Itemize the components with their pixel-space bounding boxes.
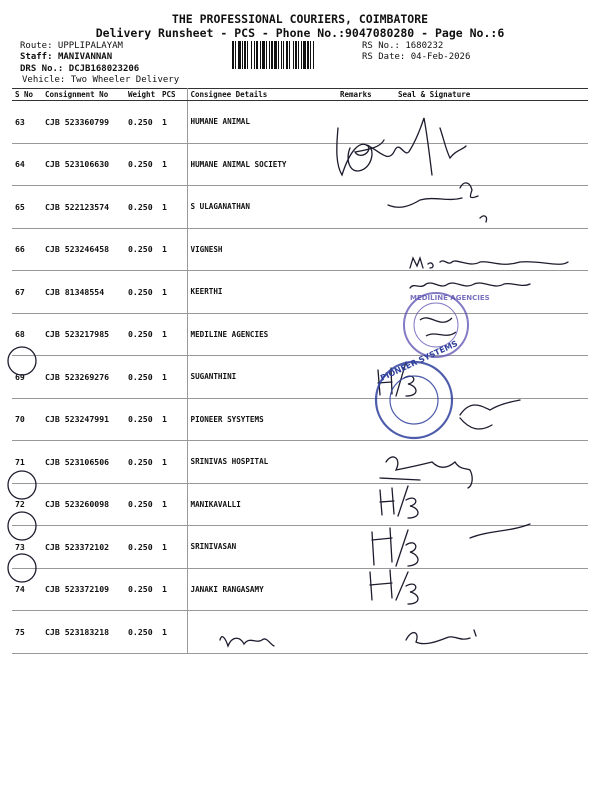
runsheet-subtitle: Delivery Runsheet - PCS - Phone No.:9047080280 - Page No.:6: [95, 26, 505, 40]
drs-field: [20, 64, 139, 74]
cell-remarks: [337, 101, 395, 144]
cell-sno: 69: [12, 356, 42, 399]
rs-number: RS No.: 1680232: [362, 41, 444, 51]
cell-weight: 0.250: [125, 143, 159, 186]
col-consignment: Consignment No: [42, 89, 125, 101]
cell-pcs: 1: [159, 398, 187, 441]
drs-value: DCJB168023206: [68, 64, 140, 74]
table-row: [12, 313, 588, 356]
vehicle-field: Vehicle: Two Wheeler Delivery: [22, 75, 180, 85]
cell-pcs: 1: [159, 143, 187, 186]
cell-consignee: [187, 611, 337, 654]
col-weight: Weight: [125, 89, 159, 101]
barcode: [232, 41, 357, 69]
col-consignee: Consignee Details: [187, 89, 337, 101]
cell-weight: 0.250: [125, 398, 159, 441]
cell-sno: 65: [12, 186, 42, 229]
staff-label: Staff:: [20, 52, 53, 62]
cell-seal: [395, 271, 588, 314]
cell-remarks: [337, 313, 395, 356]
table-row: [12, 441, 588, 484]
cell-sno: 71: [12, 441, 42, 484]
cell-remarks: [337, 143, 395, 186]
col-sno: S No: [12, 89, 42, 101]
table-row: [12, 568, 588, 611]
cell-remarks: [337, 526, 395, 569]
cell-consignment: CJB 523106630: [42, 143, 125, 186]
cell-weight: 0.250: [125, 568, 159, 611]
cell-pcs: 1: [159, 186, 187, 229]
cell-consignee: SRINIVAS HOSPITAL: [187, 441, 337, 484]
cell-consignee: S ULAGANATHAN: [187, 186, 337, 229]
cell-consignee: SUGANTHINI: [187, 356, 337, 399]
table-row: [12, 356, 588, 399]
cell-weight: 0.250: [125, 526, 159, 569]
cell-sno: 68: [12, 313, 42, 356]
cell-pcs: 1: [159, 101, 187, 144]
stamp-pioneer-text: PIONEER SYSTEMS: [379, 338, 460, 383]
col-remarks: Remarks: [337, 89, 395, 101]
cell-seal: [395, 228, 588, 271]
cell-sno: 72: [12, 483, 42, 526]
cell-consignment: CJB 523246458: [42, 228, 125, 271]
cell-remarks: [337, 271, 395, 314]
cell-seal: [395, 568, 588, 611]
cell-seal: [395, 441, 588, 484]
col-seal: Seal & Signature: [395, 89, 588, 101]
cell-consignee: VIGNESH: [187, 228, 337, 271]
table-row: [12, 143, 588, 186]
cell-weight: 0.250: [125, 271, 159, 314]
table-row: [12, 271, 588, 314]
cell-consignee: MEDILINE AGENCIES: [187, 313, 337, 356]
stamp-mediline-text: MEDILINE AGENCIES: [410, 294, 490, 302]
cell-pcs: 1: [159, 271, 187, 314]
drs-label: DRS No.:: [20, 64, 64, 74]
staff-value: MANIVANNAN: [57, 52, 113, 62]
cell-pcs: 1: [159, 313, 187, 356]
cell-sno: 70: [12, 398, 42, 441]
cell-sno: 75: [12, 611, 42, 654]
cell-pcs: 1: [159, 228, 187, 271]
cell-pcs: 1: [159, 483, 187, 526]
cell-consignment: CJB 522123574: [42, 186, 125, 229]
cell-sno: 66: [12, 228, 42, 271]
col-pcs: PCS: [159, 89, 187, 101]
table-row: [12, 526, 588, 569]
cell-remarks: [337, 611, 395, 654]
cell-sno: 63: [12, 101, 42, 144]
cell-seal: [395, 526, 588, 569]
rs-date: RS Date: 04-Feb-2026: [362, 52, 471, 62]
cell-remarks: [337, 441, 395, 484]
route-field: Route: UPPLIPALAYAM: [20, 41, 123, 51]
cell-consignment: CJB 523106506: [42, 441, 125, 484]
cell-weight: 0.250: [125, 228, 159, 271]
cell-seal: [395, 398, 588, 441]
cell-pcs: 1: [159, 568, 187, 611]
cell-pcs: 1: [159, 526, 187, 569]
cell-remarks: [337, 568, 395, 611]
cell-consignment: CJB 523360799: [42, 101, 125, 144]
cell-consignee: KEERTHI: [187, 271, 337, 314]
table-row: [12, 186, 588, 229]
runsheet-table: [12, 88, 588, 654]
table-row: [12, 398, 588, 441]
cell-consignee: SRINIVASAN: [187, 526, 337, 569]
table-row: [12, 611, 588, 654]
cell-consignment: CJB 523372102: [42, 526, 125, 569]
cell-consignee: PIONEER SYSYTEMS: [187, 398, 337, 441]
cell-seal: [395, 611, 588, 654]
cell-weight: 0.250: [125, 101, 159, 144]
staff-field: [20, 52, 112, 62]
cell-seal: [395, 186, 588, 229]
table-row: [12, 483, 588, 526]
cell-consignment: CJB 523217985: [42, 313, 125, 356]
cell-weight: 0.250: [125, 313, 159, 356]
cell-consignment: CJB 523269276: [42, 356, 125, 399]
cell-weight: 0.250: [125, 356, 159, 399]
cell-consignment: CJB 523247991: [42, 398, 125, 441]
cell-sno: 67: [12, 271, 42, 314]
cell-sno: 64: [12, 143, 42, 186]
cell-remarks: [337, 483, 395, 526]
cell-pcs: 1: [159, 611, 187, 654]
table-header-row: [12, 89, 588, 101]
cell-remarks: [337, 356, 395, 399]
cell-consignee: HUMANE ANIMAL SOCIETY: [187, 143, 337, 186]
cell-remarks: [337, 398, 395, 441]
cell-sno: 74: [12, 568, 42, 611]
cell-seal: [395, 356, 588, 399]
cell-seal: [395, 101, 588, 144]
table-row: [12, 101, 588, 144]
cell-remarks: [337, 228, 395, 271]
cell-consignment: CJB 81348554: [42, 271, 125, 314]
cell-remarks: [337, 186, 395, 229]
company-title: THE PROFESSIONAL COURIERS, COIMBATORE: [171, 12, 429, 26]
cell-seal: [395, 313, 588, 356]
cell-weight: 0.250: [125, 186, 159, 229]
table-row: [12, 228, 588, 271]
cell-consignee: HUMANE ANIMAL: [187, 101, 337, 144]
cell-seal: [395, 483, 588, 526]
cell-consignment: CJB 523260098: [42, 483, 125, 526]
barcode-bar: [314, 41, 315, 69]
cell-pcs: 1: [159, 441, 187, 484]
cell-weight: 0.250: [125, 441, 159, 484]
cell-consignee: MANIKAVALLI: [187, 483, 337, 526]
cell-consignment: CJB 523372109: [42, 568, 125, 611]
cell-weight: 0.250: [125, 483, 159, 526]
cell-weight: 0.250: [125, 611, 159, 654]
cell-pcs: 1: [159, 356, 187, 399]
cell-sno: 73: [12, 526, 42, 569]
cell-consignment: CJB 523183218: [42, 611, 125, 654]
cell-consignee: JANAKI RANGASAMY: [187, 568, 337, 611]
cell-seal: [395, 143, 588, 186]
